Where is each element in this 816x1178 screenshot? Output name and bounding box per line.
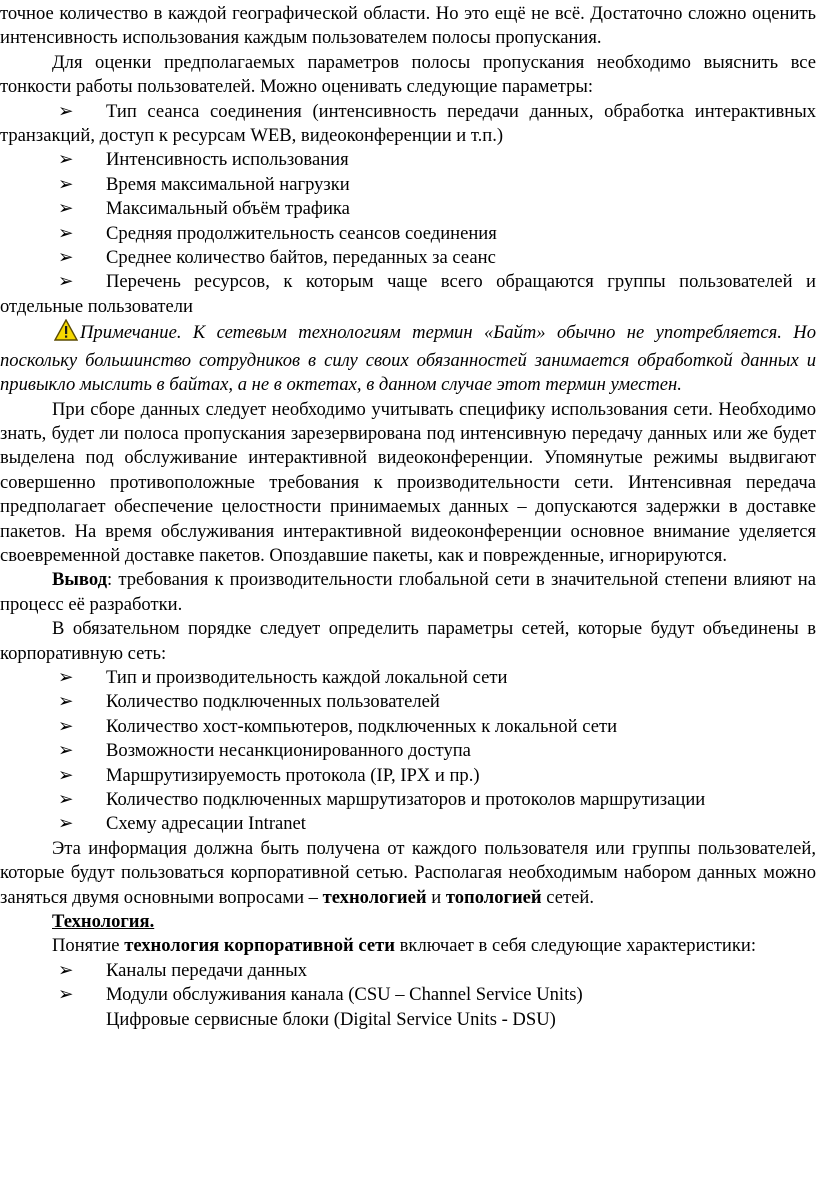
bullet-arrow-icon: ➢ — [58, 247, 74, 269]
bullet-arrow-icon: ➢ — [58, 813, 74, 835]
bullet-arrow-icon: ➢ — [58, 740, 74, 762]
bullet-arrow-icon: ➢ — [58, 271, 74, 293]
technology-list — [0, 959, 816, 1032]
list-item: ➢ Количество подключенных маршрутизаторов и протоколов маршрутизации — [0, 788, 816, 812]
conclusion-text: : требования к производительности глобальной сети в значительной степени влияют на процесс её разработки. — [0, 569, 816, 615]
list-item-continuation: Цифровые сервисные блоки (Digital Service Units - DSU) — [106, 1008, 556, 1030]
term-topology: топологией — [445, 886, 542, 908]
list-item: ➢ Каналы передачи данных — [0, 959, 816, 983]
bullet-arrow-icon: ➢ — [58, 959, 74, 981]
list-item: ➢ Перечень ресурсов, к которым чаще всего обращаются группы пользователей и отдельные пользователи — [0, 271, 816, 317]
paragraph-network-params: В обязательном порядке следует определить параметры сетей, которые будут объединены в корпоративную сеть: — [0, 618, 816, 664]
list-item: ➢ Количество подключенных пользователей — [0, 690, 816, 714]
list-item: ➢ Максимальный объём трафика — [0, 197, 816, 221]
bullet-arrow-icon: ➢ — [58, 198, 74, 220]
section-heading: Технология. — [52, 911, 155, 933]
list-item: ➢ Интенсивность использования — [0, 148, 816, 172]
conclusion-label: Вывод — [52, 569, 108, 591]
term-corporate-network-technology: технология корпоративной сети — [124, 935, 395, 957]
paragraph-technology-definition: Понятие технология корпоративной сети включает в себя следующие характеристики: — [52, 935, 757, 957]
paragraph-information: Эта информация должна быть получена от каждого пользователя или группы пользователей, которые будут пользоваться корпоративной сетью. Располагая необходимым набором данных можно заняться двумя основными вопросами – технологией и топологией сетей. — [0, 837, 816, 908]
list-item: ➢ Тип сеанса соединения (интенсивность передачи данных, обработка интерактивных транзакций, доступ к ресурсам WEB, видеоконференции и т.п.) — [0, 100, 816, 147]
bullet-arrow-icon: ➢ — [58, 691, 74, 713]
term-technology: технологией — [322, 886, 427, 908]
paragraph-bandwidth: Для оценки предполагаемых параметров полосы пропускания необходимо выяснить все тонкости работы пользователей. Можно оценивать следующие параметры: — [0, 51, 816, 98]
bullet-arrow-icon: ➢ — [58, 149, 74, 171]
bullet-arrow-icon: ➢ — [58, 173, 74, 195]
paragraph-conclusion — [0, 568, 816, 617]
list-item: ➢ Модули обслуживания канала (CSU – Channel Service Units) — [0, 983, 816, 1007]
bullet-arrow-icon: ➢ — [58, 666, 74, 688]
bullet-arrow-icon: ➢ — [58, 100, 74, 122]
list-item: ➢ Время максимальной нагрузки — [0, 173, 816, 197]
bullet-arrow-icon: ➢ — [58, 715, 74, 737]
note-text: Примечание. К сетевым технологиям термин «Байт» обычно не употребляется. Но поскольку большинство сотрудников в силу своих обязанностей занимается обработкой данных и привыкло мыслить в байтах, а не в октетах, в данном случае этот термин уместен. — [0, 322, 816, 396]
list-item: ➢ Возможности несанкционированного доступа — [0, 739, 816, 763]
warning-icon — [54, 319, 78, 348]
bullet-arrow-icon: ➢ — [58, 222, 74, 244]
list-item: ➢ Маршрутизируемость протокола (IP, IPX и пр.) — [0, 764, 816, 788]
list-item: ➢ Тип и производительность каждой локальной сети — [0, 666, 816, 690]
bullet-arrow-icon: ➢ — [58, 984, 74, 1006]
network-params-list — [0, 666, 816, 837]
bullet-arrow-icon: ➢ — [58, 789, 74, 810]
list-item: ➢ Схему адресации Intranet — [0, 812, 816, 836]
list-item: ➢ Средняя продолжительность сеансов соединения — [0, 222, 816, 246]
bullet-arrow-icon: ➢ — [58, 764, 74, 786]
list-item: ➢ Количество хост-компьютеров, подключенных к локальной сети — [0, 715, 816, 739]
list-item: ➢ Среднее количество байтов, переданных за сеанс — [0, 246, 816, 270]
parameters-list — [0, 100, 816, 320]
note-paragraph — [0, 319, 816, 397]
paragraph-intro: точное количество в каждой географической области. Но это ещё не всё. Достаточно сложно оценить интенсивность использования каждым пользователем полосы пропускания. — [0, 3, 816, 49]
paragraph-data-collection: При сборе данных следует необходимо учитывать специфику использования сети. Необходимо знать, будет ли полоса пропускания зарезервирована под интенсивную передачу данных или же будет выделена под обслуживание интерактивной видеоконференции. Упомянутые режимы выдвигают совершенно противоположные требования к производительности сети. Интенсивная передача предполагает обеспечение целостности принимаемых данных – допускаются задержки в доставке пакетов. На время обслуживания интерактивной видеоконференции основное внимание уделяется своевременной доставке пакетов. Опоздавшие пакеты, как и поврежденные, игнорируются. — [0, 398, 816, 566]
